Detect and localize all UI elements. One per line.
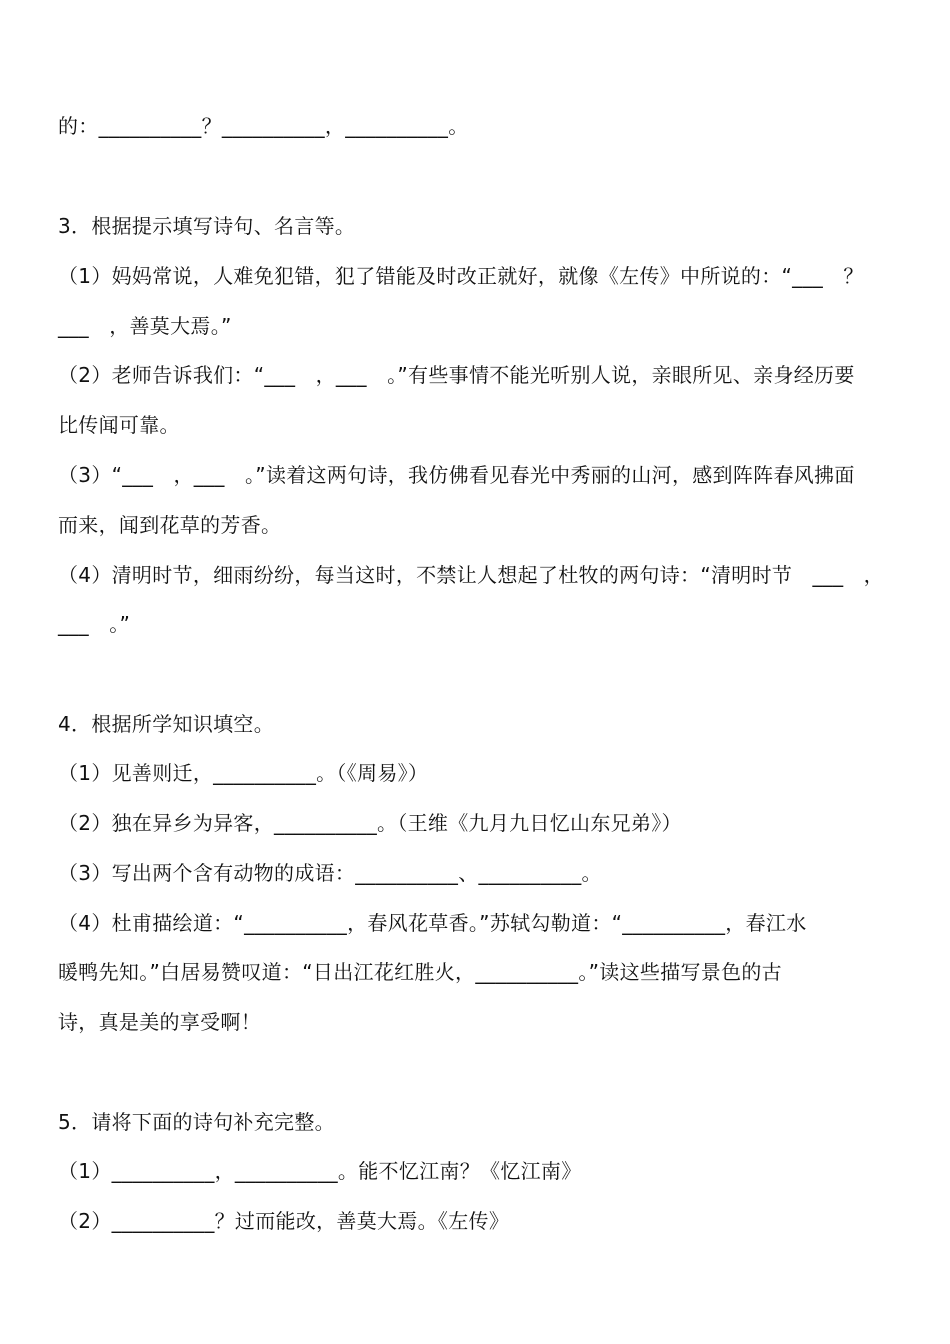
q3-item1-line1: （1）妈妈常说，人难免犯错，犯了错能及时改正就好，就像《左传》中所说的：“___ ？ [58,264,864,288]
q3-item3-line1: （3）“___ ，___ 。”读着这两句诗，我仿佛看见春光中秀丽的山河，感到阵阵春风拂面 [58,463,855,487]
q5-item2: （2）__________？过而能改，善莫大焉。《左传》 [58,1209,510,1233]
q4-item3: （3）写出两个含有动物的成语：__________、__________。 [58,861,602,885]
q4-item1: （1）见善则迁，__________。（《周易》） [58,761,429,785]
q3-item4-line2: ___ 。” [58,612,131,636]
q5-item1: （1）__________，__________。能不忆江南？《忆江南》 [58,1159,582,1183]
q3-item3-line2: 而来，闻到花草的芳香。 [58,513,282,537]
q3-heading: 3．根据提示填写诗句、名言等。 [58,214,356,238]
q4-item2: （2）独在异乡为异客，__________。（王维《九月九日忆山东兄弟》） [58,811,682,835]
q3-item2-line1: （2）老师告诉我们：“___ ，___ 。”有些事情不能光听别人说，亲眼所见、亲身经历要 [58,363,855,387]
q4-item4-line1: （4）杜甫描绘道：“__________，春风花草香。”苏轼勾勒道：“__________，春江水 [58,911,807,935]
q4-item4-line3: 诗，真是美的享受啊！ [58,1010,261,1034]
q3-item2-line2: 比传闻可靠。 [58,413,180,437]
q3-item1-line2: ___ ，善莫大焉。” [58,314,232,338]
q3-item4-line1: （4）清明时节，细雨纷纷，每当这时，不禁让人想起了杜牧的两句诗：“清明时节 ___ ， [58,563,884,587]
q2-answer-line: 的：__________？__________，__________。 [58,114,469,138]
q5-heading: 5．请将下面的诗句补充完整。 [58,1110,335,1134]
q4-heading: 4．根据所学知识填空。 [58,712,275,736]
q4-item4-line2: 暖鸭先知。”白居易赞叹道：“日出江花红胜火，__________。”读这些描写景色的古 [58,960,782,984]
